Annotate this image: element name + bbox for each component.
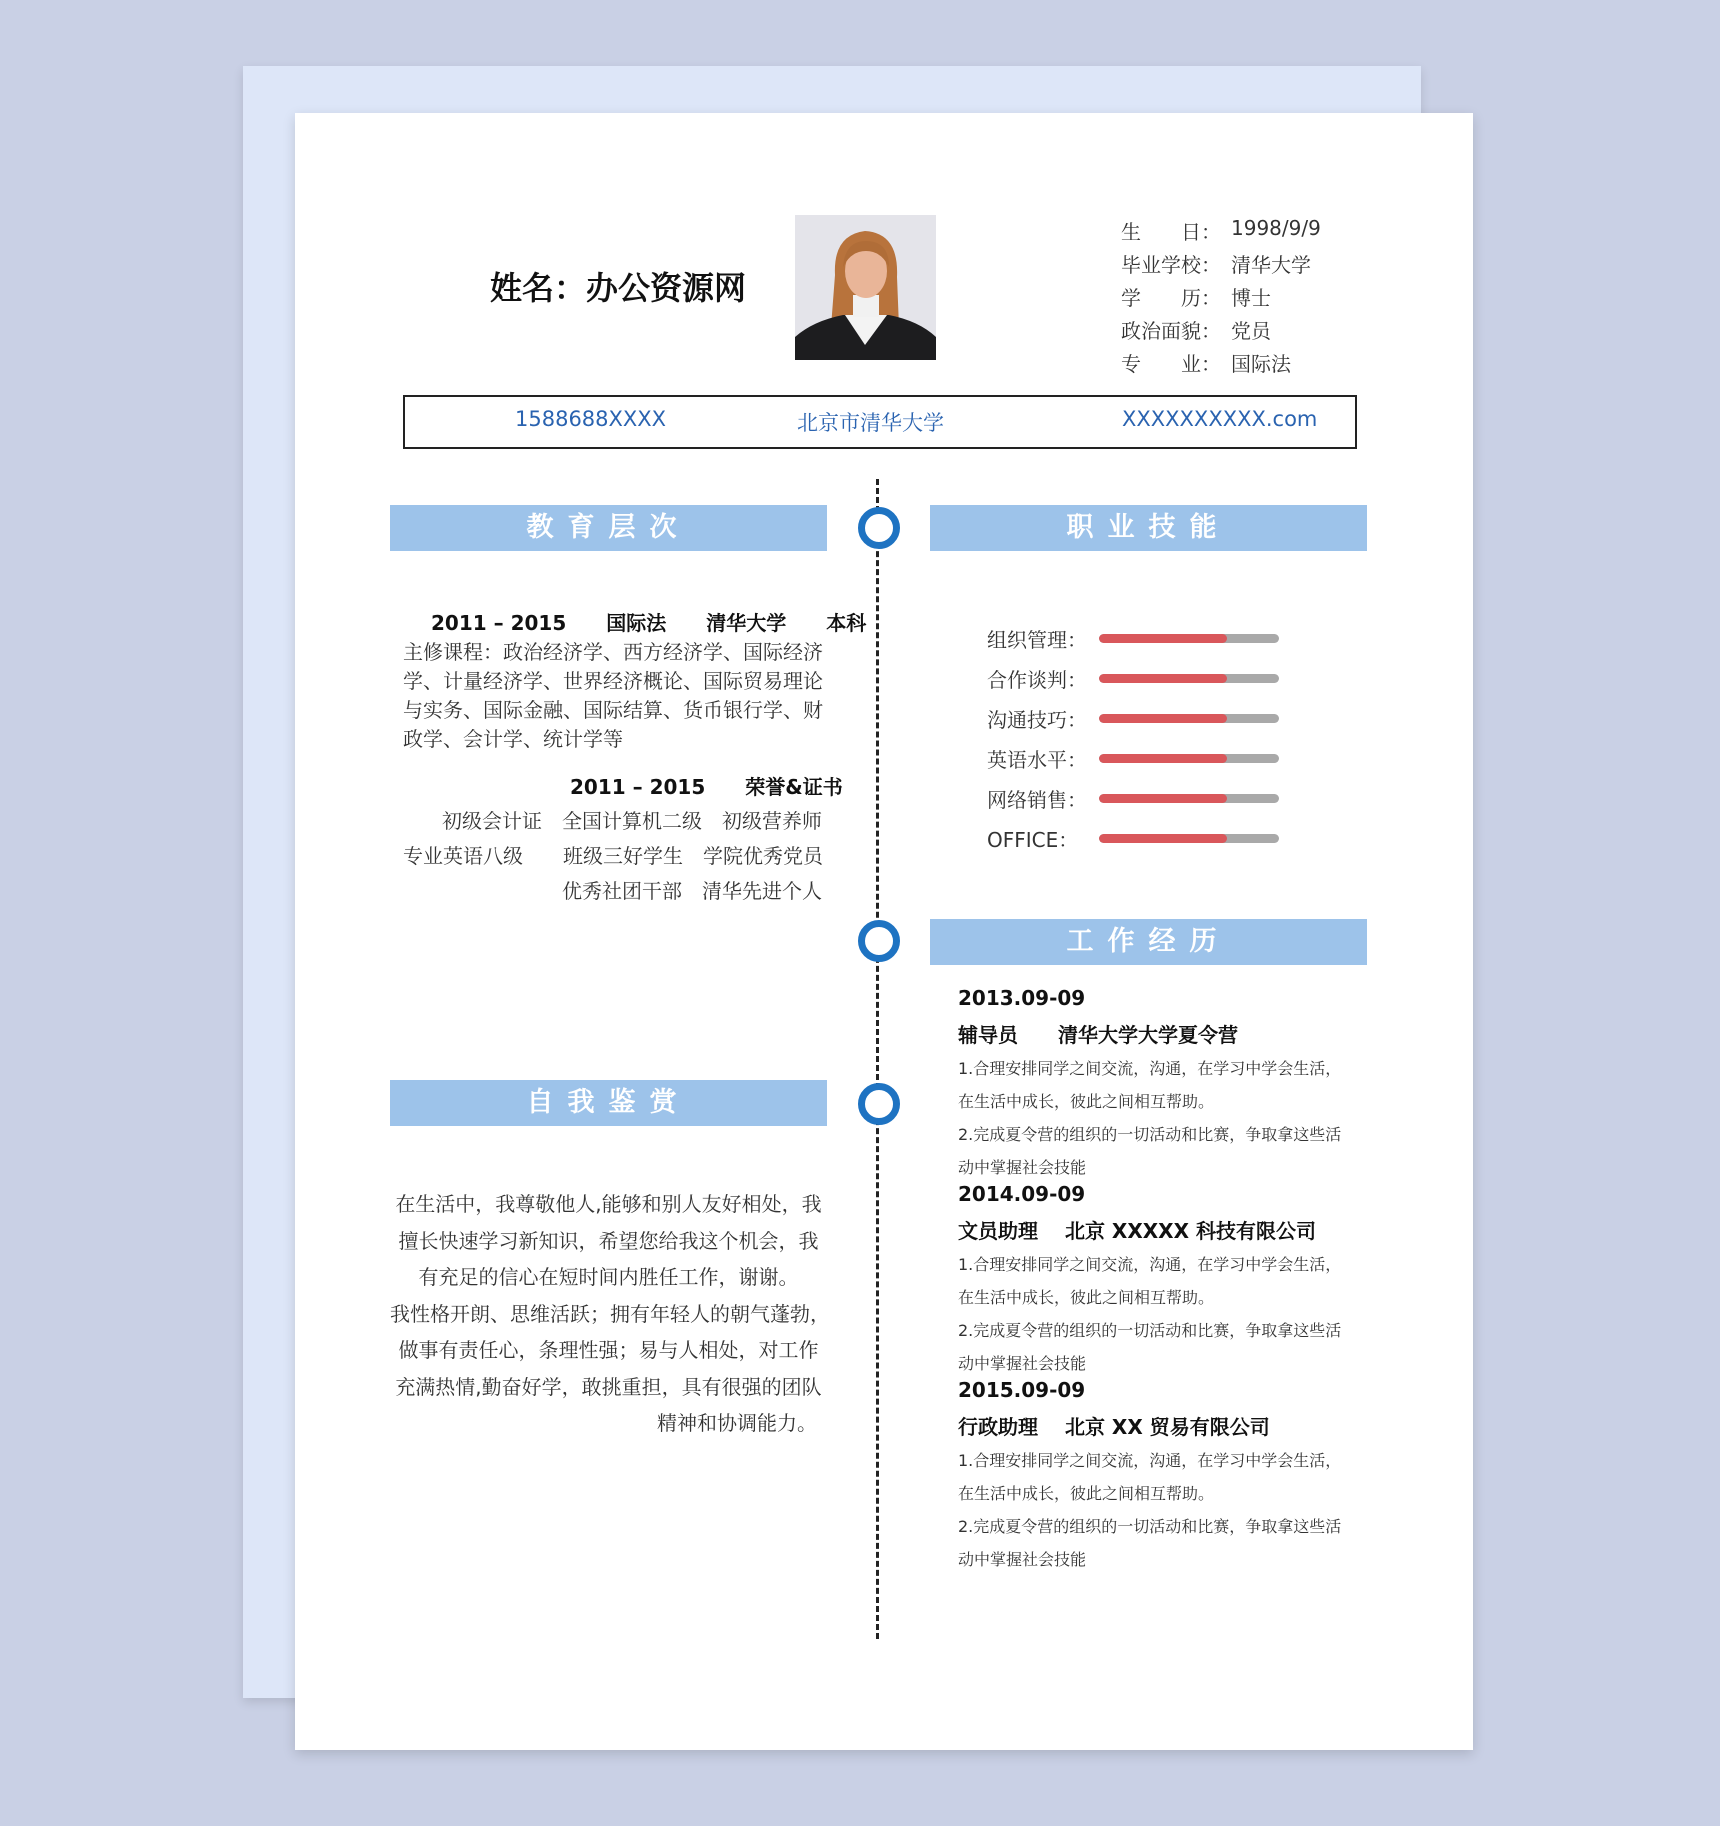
personal-info: [1121, 216, 1381, 381]
education-certificates: 初级会计证 全国计算机二级 初级营养师 专业英语八级 班级三好学生 学院优秀党员 优秀社团干部 清华先进个人: [403, 809, 823, 903]
info-birthday: 生 日： 1998/9/9: [1121, 216, 1321, 244]
skill-bar: [1099, 714, 1279, 723]
education-courses: 主修课程：政治经济学、西方经济学、国际经济 学、计量经济学、世界经济概论、国际贸易理论 与实务、国际金融、国际结算、货币银行学、财 政学、会计学、统计学等: [403, 640, 823, 751]
work-entry: 2013.09-09 辅导员 清华大学大学夏令营 1.合理安排同学之间交流，沟通，在学习中学会生活， 在生活中成长，彼此之间相互帮助。 2.完成夏令营的组织的一切活动和比赛，争取拿这些活 动中掌握社会技能: [958, 986, 1342, 1177]
resume-page: [295, 113, 1473, 1750]
profile-photo: [795, 215, 936, 360]
skill-bar-fill: [1099, 754, 1227, 763]
skill-bar-fill: [1099, 834, 1227, 843]
education-degree-line: 2011 – 2015 国际法 清华大学 本科: [431, 611, 867, 635]
timeline-dot-top: [858, 507, 900, 549]
name-heading: 姓名：办公资源网: [490, 269, 747, 307]
info-school: 毕业学校： 清华大学: [1121, 253, 1311, 277]
work-list: [958, 986, 1368, 1574]
skills-list: [987, 618, 1307, 858]
portrait-image: [795, 215, 936, 360]
skill-bar: [1099, 634, 1279, 643]
info-major: 专 业： 国际法: [1121, 352, 1291, 376]
skill-item: OFFICE：: [987, 818, 1307, 858]
contact-address: 北京市清华大学: [797, 411, 944, 435]
section-self-header: 自我鉴赏: [390, 1080, 827, 1126]
skill-bar-fill: [1099, 714, 1227, 723]
skill-bar-fill: [1099, 634, 1227, 643]
info-political: 政治面貌： 党员: [1121, 319, 1271, 343]
skill-item: 沟通技巧：: [987, 698, 1307, 738]
skill-bar-fill: [1099, 674, 1227, 683]
timeline-line: [876, 479, 879, 1639]
contact-phone: 1588688XXXX: [515, 407, 667, 431]
skill-item: 英语水平：: [987, 738, 1307, 778]
info-degree: 学 历： 博士: [1121, 286, 1271, 310]
section-skills-header: 职业技能: [930, 505, 1367, 551]
self-evaluation-text: 在生活中，我尊敬他人,能够和别人友好相处，我 擅长快速学习新知识，希望您给我这个机会，我 有充足的信心在短时间内胜任工作，谢谢。 我性格开朗、思维活跃；拥有年轻人的朝气蓬勃， 做事有责任心，条理性强；易与人相处，对工作 充满热情,勤奋好学，敢挑重担，具有很强的团队 精神和协调能力。: [390, 1192, 830, 1435]
work-entry: 2015.09-09 行政助理 北京 XX 贸易有限公司 1.合理安排同学之间交流，沟通，在学习中学会生活， 在生活中成长，彼此之间相互帮助。 2.完成夏令营的组织的一切活动和比赛，争取拿这些活 动中掌握社会技能: [958, 1378, 1342, 1569]
education-honors-line: 2011 – 2015 荣誉&证书: [570, 775, 843, 799]
skill-item: 合作谈判：: [987, 658, 1307, 698]
skill-item: 组织管理：: [987, 618, 1307, 658]
skill-bar: [1099, 754, 1279, 763]
skill-bar-fill: [1099, 794, 1227, 803]
timeline-dot-bottom: [858, 1083, 900, 1125]
contact-email: XXXXXXXXXX.com: [1122, 407, 1318, 431]
skill-bar: [1099, 834, 1279, 843]
section-education-header: 教育层次: [390, 505, 827, 551]
skill-bar: [1099, 794, 1279, 803]
contact-bar: [403, 395, 1357, 449]
work-entry: 2014.09-09 文员助理 北京 XXXXX 科技有限公司 1.合理安排同学之间交流，沟通，在学习中学会生活， 在生活中成长，彼此之间相互帮助。 2.完成夏令营的组织的一切活动和比赛，争取拿这些活 动中掌握社会技能: [958, 1182, 1342, 1373]
skill-item: 网络销售：: [987, 778, 1307, 818]
section-work-header: 工作经历: [930, 919, 1367, 965]
timeline-dot-middle: [858, 920, 900, 962]
skill-bar: [1099, 674, 1279, 683]
